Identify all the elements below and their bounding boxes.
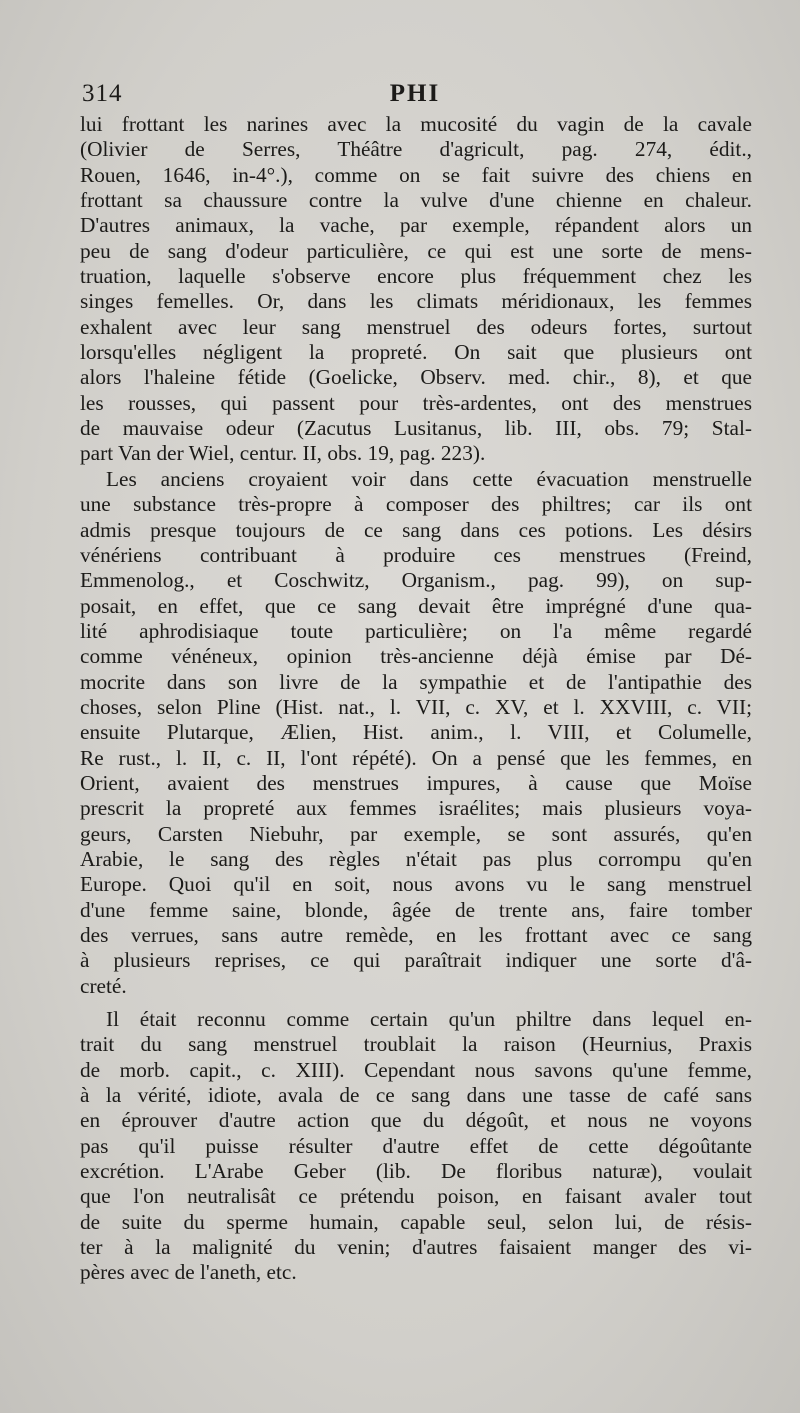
paragraph-3 (80, 1007, 752, 1286)
text-line: vénériens contribuant à produire ces menstrues (Freind, (80, 542, 752, 567)
text-line: Il était reconnu comme certain qu'un philtre dans lequel en- (106, 1007, 752, 1032)
text-line: de morb. capit., c. XIII). Cependant nous savons qu'une femme, (80, 1057, 752, 1082)
text-line: des verrues, sans autre remède, en les frottant avec ce sang (80, 923, 752, 947)
text-line: Emmenolog., et Coschwitz, Organism., pag. 99), on sup- (80, 568, 752, 593)
text-line: pas qu'il puisse résulter d'autre effet de cette dégoûtante (80, 1133, 752, 1158)
text-line: geurs, Carsten Niebuhr, par exemple, se sont assurés, qu'en (80, 821, 752, 846)
text-line: de suite du sperme humain, capable seul, selon lui, de résis- (80, 1209, 752, 1234)
text-line: Les anciens croyaient voir dans cette évacuation menstruelle (106, 466, 752, 491)
text-line: lui frottant les narines avec la mucosité du vagin de la cavale (80, 112, 752, 136)
page-header (80, 80, 750, 116)
text-line: lité aphrodisiaque toute particulière; on l'a même regardé (80, 618, 752, 643)
text-line: de mauvaise odeur (Zacutus Lusitanus, lib. III, obs. 79; Stal- (80, 416, 752, 441)
paragraph-1 (80, 112, 752, 467)
text-line: à plusieurs reprises, ce qui paraîtrait indiquer une sorte d'â- (80, 948, 752, 973)
text-line: truation, laquelle s'observe encore plus fréquemment chez les (80, 264, 752, 289)
text-line: comme vénéneux, opinion très-ancienne déjà émise par Dé- (80, 644, 752, 669)
text-line: (Olivier de Serres, Théâtre d'agricult, pag. 274, édit., (80, 137, 752, 162)
body-text (80, 112, 752, 1286)
text-line: que l'on neutralisât ce prétendu poison, en faisant avaler tout (80, 1184, 752, 1209)
text-line: singes femelles. Or, dans les climats méridionaux, les femmes (80, 289, 752, 314)
text-line: les rousses, qui passent pour très-ardentes, ont des menstrues (80, 390, 752, 415)
text-line: alors l'haleine fétide (Goelicke, Observ. med. chir., 8), et que (80, 365, 752, 390)
text-line: Europe. Quoi qu'il en soit, nous avons vu le sang menstruel (80, 872, 752, 897)
text-line: Re rust., l. II, c. II, l'ont répété). On a pensé que les femmes, en (80, 745, 752, 770)
paragraph-2 (80, 467, 752, 999)
text-line: part Van der Wiel, centur. II, obs. 19, pag. 223). (80, 441, 486, 466)
text-line: excrétion. L'Arabe Geber (lib. De floribus naturæ), voulait (80, 1159, 752, 1184)
text-line: à la vérité, idiote, avala de ce sang dans une tasse de café sans (80, 1083, 752, 1108)
text-line: peu de sang d'odeur particulière, ce qui est une sorte de mens- (80, 238, 752, 263)
text-line: prescrit la propreté aux femmes israélites; mais plusieurs voya- (80, 796, 752, 821)
text-line: choses, selon Pline (Hist. nat., l. VII, c. XV, et l. XXVIII, c. VII; (80, 694, 752, 719)
text-line: ter à la malignité du venin; d'autres faisaient manger des vi- (80, 1235, 752, 1260)
text-line: posait, en effet, que ce sang devait être imprégné d'une qua- (80, 593, 752, 618)
page-number: 314 (82, 80, 123, 107)
paragraph-gap (80, 999, 752, 1007)
text-line: pères avec de l'aneth, etc. (80, 1260, 297, 1285)
text-line: Arabie, le sang des règles n'était pas plus corrompu qu'en (80, 846, 752, 871)
text-line: frottant sa chaussure contre la vulve d'une chienne en chaleur. (80, 188, 752, 213)
text-line: une substance très-propre à composer des philtres; car ils ont (80, 492, 752, 517)
text-line: Orient, avaient des menstrues impures, à cause que Moïse (80, 770, 752, 795)
text-line: d'une femme saine, blonde, âgée de trente ans, faire tomber (80, 897, 752, 922)
text-line: ensuite Plutarque, Ælien, Hist. anim., l. VIII, et Columelle, (80, 720, 752, 745)
running-head: PHI (389, 80, 441, 107)
text-line: lorsqu'elles négligent la propreté. On sait que plusieurs ont (80, 340, 752, 365)
text-line: trait du sang menstruel troublait la raison (Heurnius, Praxis (80, 1032, 752, 1057)
text-line: Rouen, 1646, in-4°.), comme on se fait suivre des chiens en (80, 162, 752, 187)
text-line: en éprouver d'autre action que du dégoût, et nous ne voyons (80, 1108, 752, 1133)
text-line: mocrite dans son livre de la sympathie et de l'antipathie des (80, 669, 752, 694)
text-line: creté. (80, 973, 127, 998)
text-line: exhalent avec leur sang menstruel des odeurs fortes, surtout (80, 314, 752, 339)
text-line: admis presque toujours de ce sang dans ces potions. Les désirs (80, 517, 752, 542)
text-line: D'autres animaux, la vache, par exemple, répandent alors un (80, 213, 752, 238)
